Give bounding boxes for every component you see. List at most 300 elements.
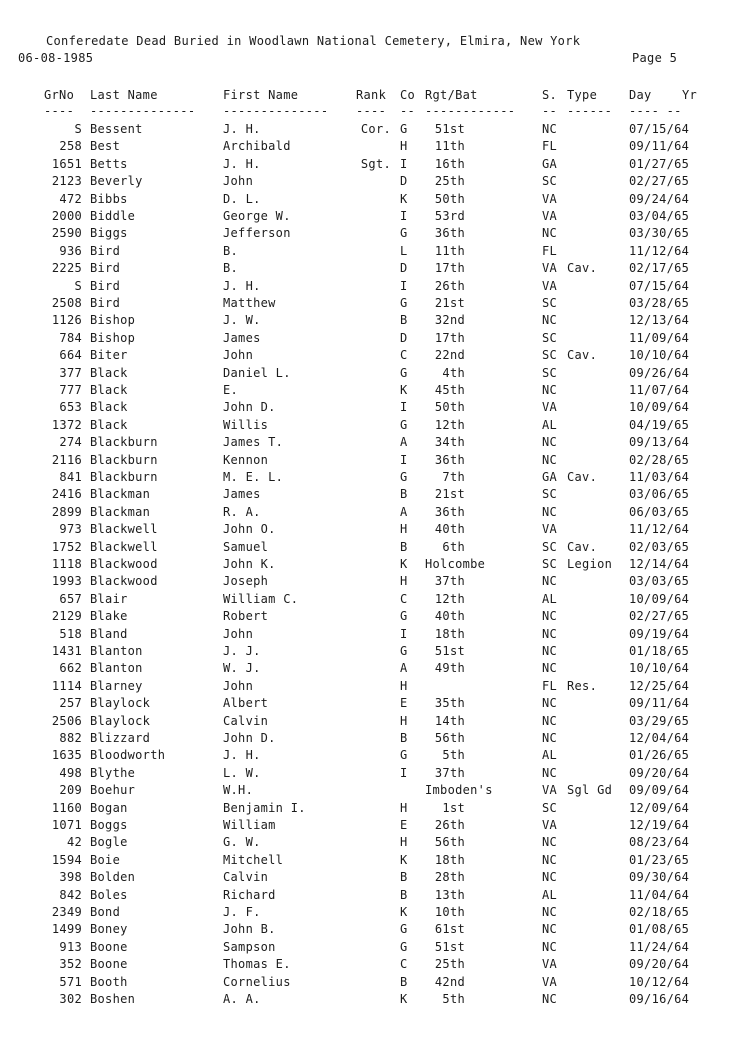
row-state: NC	[542, 922, 558, 936]
row-grno: 1372	[51, 418, 82, 432]
row-regiment: 17th	[434, 261, 465, 275]
row-state: SC	[542, 366, 558, 380]
row-first-name: Samuel	[223, 540, 269, 554]
document-date: 06-08-1985	[18, 51, 94, 65]
row-grno: 1635	[51, 748, 82, 762]
row-state: NC	[542, 870, 558, 884]
row-grno: 2508	[51, 296, 82, 310]
row-regiment: 36th	[434, 505, 465, 519]
row-first-name: Robert	[223, 609, 269, 623]
row-first-name: Calvin	[223, 870, 269, 884]
row-company: H	[400, 679, 408, 693]
rule-state: --	[542, 104, 558, 118]
table-row	[0, 853, 750, 870]
row-first-name: Albert	[223, 696, 269, 710]
table-row	[0, 174, 750, 191]
row-regiment: 6th	[442, 540, 465, 554]
row-company: I	[400, 627, 408, 641]
row-regiment: 40th	[434, 522, 465, 536]
row-last-name: Boie	[90, 853, 121, 867]
row-first-name: Daniel L.	[223, 366, 291, 380]
table-row	[0, 592, 750, 609]
row-grno: 1499	[51, 922, 82, 936]
row-company: H	[400, 714, 408, 728]
row-last-name: Black	[90, 400, 128, 414]
row-first-name: John	[223, 348, 254, 362]
table-row	[0, 296, 750, 313]
table-row	[0, 714, 750, 731]
row-grno: 784	[59, 331, 82, 345]
row-first-name: B.	[223, 244, 239, 258]
row-first-name: Benjamin I.	[223, 801, 306, 815]
column-header-row	[0, 88, 750, 105]
row-date: 02/17/65	[629, 261, 690, 275]
col-header-company: Co	[400, 88, 416, 102]
row-regiment: 36th	[434, 453, 465, 467]
table-row	[0, 244, 750, 261]
row-regiment: 25th	[434, 957, 465, 971]
row-state: NC	[542, 505, 558, 519]
row-first-name: J. J.	[223, 644, 261, 658]
row-last-name: Booth	[90, 975, 128, 989]
table-row	[0, 557, 750, 574]
row-regiment: 21st	[434, 487, 465, 501]
table-row	[0, 261, 750, 278]
row-date: 09/13/64	[629, 435, 690, 449]
row-regiment: 56th	[434, 835, 465, 849]
row-state: SC	[542, 801, 558, 815]
row-last-name: Boshen	[90, 992, 136, 1006]
row-state: NC	[542, 627, 558, 641]
row-date: 02/27/65	[629, 174, 690, 188]
row-company: A	[400, 661, 408, 675]
row-regiment: 14th	[434, 714, 465, 728]
row-state: NC	[542, 313, 558, 327]
row-regiment: 50th	[434, 400, 465, 414]
row-state: VA	[542, 783, 558, 797]
row-date: 03/03/65	[629, 574, 690, 588]
row-last-name: Biggs	[90, 226, 128, 240]
row-grno: S	[74, 279, 82, 293]
row-first-name: Matthew	[223, 296, 276, 310]
row-state: SC	[542, 331, 558, 345]
row-company: H	[400, 835, 408, 849]
row-regiment: 40th	[434, 609, 465, 623]
row-first-name: J. H.	[223, 122, 261, 136]
table-row	[0, 279, 750, 296]
col-header-last-name: Last Name	[90, 88, 158, 102]
row-date: 01/08/65	[629, 922, 690, 936]
row-type: Cav.	[567, 540, 598, 554]
row-date: 09/26/64	[629, 366, 690, 380]
rule-first-name: --------------	[223, 104, 329, 118]
row-company: G	[400, 470, 408, 484]
row-date: 12/04/64	[629, 731, 690, 745]
row-regiment: 32nd	[434, 313, 465, 327]
rule-rank: ----	[356, 104, 387, 118]
row-company: B	[400, 540, 408, 554]
row-date: 02/27/65	[629, 609, 690, 623]
row-company: B	[400, 975, 408, 989]
row-grno: 1160	[51, 801, 82, 815]
row-date: 09/24/64	[629, 192, 690, 206]
row-state: NC	[542, 453, 558, 467]
rule-type: ------	[567, 104, 613, 118]
row-grno: 377	[59, 366, 82, 380]
row-last-name: Blythe	[90, 766, 136, 780]
row-company: E	[400, 696, 408, 710]
table-row	[0, 470, 750, 487]
row-date: 01/23/65	[629, 853, 690, 867]
column-header-rule	[0, 104, 750, 121]
table-row	[0, 644, 750, 661]
page-number: Page 5	[632, 51, 678, 65]
row-date: 09/20/64	[629, 957, 690, 971]
row-last-name: Blanton	[90, 644, 143, 658]
row-date: 07/15/64	[629, 279, 690, 293]
row-date: 10/09/64	[629, 400, 690, 414]
row-first-name: J. H.	[223, 279, 261, 293]
table-row	[0, 992, 750, 1009]
row-date: 10/10/64	[629, 661, 690, 675]
row-last-name: Bond	[90, 905, 121, 919]
table-row	[0, 801, 750, 818]
row-last-name: Blackwood	[90, 574, 158, 588]
row-company: I	[400, 453, 408, 467]
row-grno: 913	[59, 940, 82, 954]
rule-date: ---- --	[629, 104, 682, 118]
row-state: FL	[542, 679, 558, 693]
row-grno: 973	[59, 522, 82, 536]
row-company: I	[400, 279, 408, 293]
row-rank: Sgt.	[360, 157, 391, 171]
row-regiment: 22nd	[434, 348, 465, 362]
row-state: NC	[542, 574, 558, 588]
row-state: SC	[542, 487, 558, 501]
row-date: 09/19/64	[629, 627, 690, 641]
table-row	[0, 679, 750, 696]
row-company: K	[400, 192, 408, 206]
row-first-name: Joseph	[223, 574, 269, 588]
row-company: D	[400, 261, 408, 275]
table-row	[0, 957, 750, 974]
row-last-name: Black	[90, 418, 128, 432]
row-grno: 42	[66, 835, 82, 849]
row-company: I	[400, 766, 408, 780]
row-grno: 1993	[51, 574, 82, 588]
row-first-name: Thomas E.	[223, 957, 291, 971]
row-date: 02/18/65	[629, 905, 690, 919]
row-date: 03/04/65	[629, 209, 690, 223]
row-company: B	[400, 487, 408, 501]
row-company: K	[400, 992, 408, 1006]
row-state: NC	[542, 905, 558, 919]
row-company: H	[400, 801, 408, 815]
table-row	[0, 731, 750, 748]
row-grno: 664	[59, 348, 82, 362]
row-grno: 841	[59, 470, 82, 484]
row-regiment: 13th	[434, 888, 465, 902]
row-grno: 2123	[51, 174, 82, 188]
row-last-name: Blackburn	[90, 453, 158, 467]
row-grno: 571	[59, 975, 82, 989]
row-first-name: L. W.	[223, 766, 261, 780]
table-row	[0, 313, 750, 330]
row-company: B	[400, 313, 408, 327]
row-first-name: B.	[223, 261, 239, 275]
row-state: SC	[542, 348, 558, 362]
row-state: NC	[542, 644, 558, 658]
row-first-name: Jefferson	[223, 226, 291, 240]
row-state: VA	[542, 818, 558, 832]
row-regiment: 37th	[434, 766, 465, 780]
row-first-name: Mitchell	[223, 853, 284, 867]
row-state: NC	[542, 435, 558, 449]
table-row	[0, 975, 750, 992]
table-row	[0, 696, 750, 713]
row-date: 09/20/64	[629, 766, 690, 780]
rule-grno: ----	[44, 104, 75, 118]
row-first-name: J. H.	[223, 157, 261, 171]
row-company: A	[400, 505, 408, 519]
row-date: 11/07/64	[629, 383, 690, 397]
table-row	[0, 574, 750, 591]
row-state: VA	[542, 209, 558, 223]
row-date: 09/11/64	[629, 139, 690, 153]
row-date: 09/11/64	[629, 696, 690, 710]
row-grno: 274	[59, 435, 82, 449]
row-regiment: 61st	[434, 922, 465, 936]
table-row	[0, 157, 750, 174]
row-date: 11/04/64	[629, 888, 690, 902]
row-company: G	[400, 366, 408, 380]
row-company: E	[400, 818, 408, 832]
row-company: C	[400, 592, 408, 606]
table-row	[0, 400, 750, 417]
row-grno: 2506	[51, 714, 82, 728]
table-row	[0, 783, 750, 800]
row-first-name: Cornelius	[223, 975, 291, 989]
row-last-name: Boggs	[90, 818, 128, 832]
row-regiment: 50th	[434, 192, 465, 206]
row-date: 12/09/64	[629, 801, 690, 815]
table-row	[0, 435, 750, 452]
row-grno: 352	[59, 957, 82, 971]
row-regiment: 53rd	[434, 209, 465, 223]
row-company: K	[400, 383, 408, 397]
row-grno: 2000	[51, 209, 82, 223]
row-state: NC	[542, 122, 558, 136]
row-last-name: Boone	[90, 957, 128, 971]
row-grno: 1431	[51, 644, 82, 658]
row-state: NC	[542, 731, 558, 745]
row-date: 08/23/64	[629, 835, 690, 849]
row-first-name: Sampson	[223, 940, 276, 954]
row-first-name: Willis	[223, 418, 269, 432]
row-first-name: George W.	[223, 209, 291, 223]
row-date: 11/12/64	[629, 244, 690, 258]
row-company: B	[400, 731, 408, 745]
row-date: 11/12/64	[629, 522, 690, 536]
row-last-name: Blizzard	[90, 731, 151, 745]
document-title: Conferedate Dead Buried in Woodlawn National Cemetery, Elmira, New York	[46, 34, 581, 48]
table-row	[0, 940, 750, 957]
row-state: AL	[542, 888, 558, 902]
table-row	[0, 627, 750, 644]
row-first-name: J. W.	[223, 313, 261, 327]
row-regiment: Holcombe	[425, 557, 486, 571]
row-last-name: Bolden	[90, 870, 136, 884]
table-row	[0, 139, 750, 156]
row-state: NC	[542, 992, 558, 1006]
row-grno: 398	[59, 870, 82, 884]
row-type: Cav.	[567, 470, 598, 484]
row-regiment: 51st	[434, 122, 465, 136]
row-first-name: John K.	[223, 557, 276, 571]
row-company: G	[400, 940, 408, 954]
row-company: G	[400, 296, 408, 310]
row-first-name: W. J.	[223, 661, 261, 675]
row-regiment: 36th	[434, 226, 465, 240]
row-state: VA	[542, 522, 558, 536]
row-regiment: 17th	[434, 331, 465, 345]
row-last-name: Beverly	[90, 174, 143, 188]
row-grno: 302	[59, 992, 82, 1006]
row-first-name: John D.	[223, 400, 276, 414]
row-first-name: James	[223, 331, 261, 345]
row-grno: 777	[59, 383, 82, 397]
row-company: B	[400, 870, 408, 884]
row-last-name: Blarney	[90, 679, 143, 693]
row-grno: 1118	[51, 557, 82, 571]
row-date: 12/13/64	[629, 313, 690, 327]
col-header-year: Yr	[682, 88, 698, 102]
row-first-name: John B.	[223, 922, 276, 936]
row-grno: 209	[59, 783, 82, 797]
col-header-day: Day	[629, 88, 652, 102]
row-grno: 2225	[51, 261, 82, 275]
row-regiment: 26th	[434, 279, 465, 293]
row-date: 11/03/64	[629, 470, 690, 484]
row-regiment: 12th	[434, 592, 465, 606]
row-first-name: John	[223, 627, 254, 641]
row-company: D	[400, 331, 408, 345]
row-company: I	[400, 209, 408, 223]
row-state: SC	[542, 174, 558, 188]
row-company: L	[400, 244, 408, 258]
row-state: SC	[542, 557, 558, 571]
row-type: Legion	[567, 557, 613, 571]
row-regiment: 56th	[434, 731, 465, 745]
table-row	[0, 905, 750, 922]
row-first-name: D. L.	[223, 192, 261, 206]
row-first-name: Archibald	[223, 139, 291, 153]
rule-regiment: ------------	[425, 104, 516, 118]
row-state: VA	[542, 975, 558, 989]
row-state: SC	[542, 540, 558, 554]
row-last-name: Boles	[90, 888, 128, 902]
row-company: H	[400, 574, 408, 588]
row-state: NC	[542, 766, 558, 780]
row-regiment: 1st	[442, 801, 465, 815]
row-date: 04/19/65	[629, 418, 690, 432]
row-grno: 498	[59, 766, 82, 780]
row-grno: 1752	[51, 540, 82, 554]
row-state: NC	[542, 661, 558, 675]
row-first-name: M. E. L.	[223, 470, 284, 484]
row-regiment: 10th	[434, 905, 465, 919]
row-state: VA	[542, 400, 558, 414]
row-last-name: Black	[90, 383, 128, 397]
row-grno: 1114	[51, 679, 82, 693]
row-regiment: 7th	[442, 470, 465, 484]
row-last-name: Boney	[90, 922, 128, 936]
table-row	[0, 192, 750, 209]
row-last-name: Bogle	[90, 835, 128, 849]
row-regiment: 45th	[434, 383, 465, 397]
table-row	[0, 609, 750, 626]
row-regiment: Imboden's	[425, 783, 493, 797]
row-state: NC	[542, 714, 558, 728]
row-state: AL	[542, 592, 558, 606]
row-first-name: Calvin	[223, 714, 269, 728]
row-regiment: 12th	[434, 418, 465, 432]
row-company: H	[400, 522, 408, 536]
row-regiment: 18th	[434, 853, 465, 867]
table-row	[0, 748, 750, 765]
row-date: 01/27/65	[629, 157, 690, 171]
row-last-name: Blackwood	[90, 557, 158, 571]
table-row	[0, 366, 750, 383]
table-row	[0, 766, 750, 783]
row-grno: 662	[59, 661, 82, 675]
row-company: I	[400, 157, 408, 171]
row-grno: 2416	[51, 487, 82, 501]
row-company: C	[400, 957, 408, 971]
row-company: K	[400, 905, 408, 919]
row-date: 07/15/64	[629, 122, 690, 136]
rule-last-name: --------------	[90, 104, 196, 118]
row-regiment: 35th	[434, 696, 465, 710]
row-last-name: Blackman	[90, 487, 151, 501]
row-company: G	[400, 609, 408, 623]
row-first-name: William C.	[223, 592, 299, 606]
row-regiment: 42nd	[434, 975, 465, 989]
row-regiment: 21st	[434, 296, 465, 310]
row-last-name: Bird	[90, 296, 121, 310]
table-row	[0, 122, 750, 139]
row-regiment: 26th	[434, 818, 465, 832]
row-date: 10/09/64	[629, 592, 690, 606]
row-regiment: 51st	[434, 644, 465, 658]
row-first-name: John	[223, 174, 254, 188]
row-company: G	[400, 922, 408, 936]
row-state: NC	[542, 696, 558, 710]
row-last-name: Blair	[90, 592, 128, 606]
row-last-name: Bird	[90, 244, 121, 258]
row-type: Res.	[567, 679, 598, 693]
row-date: 03/30/65	[629, 226, 690, 240]
row-company: G	[400, 644, 408, 658]
table-row	[0, 453, 750, 470]
row-grno: 2349	[51, 905, 82, 919]
row-state: VA	[542, 957, 558, 971]
row-first-name: Richard	[223, 888, 276, 902]
row-grno: 258	[59, 139, 82, 153]
row-company: K	[400, 853, 408, 867]
row-first-name: Kennon	[223, 453, 269, 467]
table-row	[0, 835, 750, 852]
